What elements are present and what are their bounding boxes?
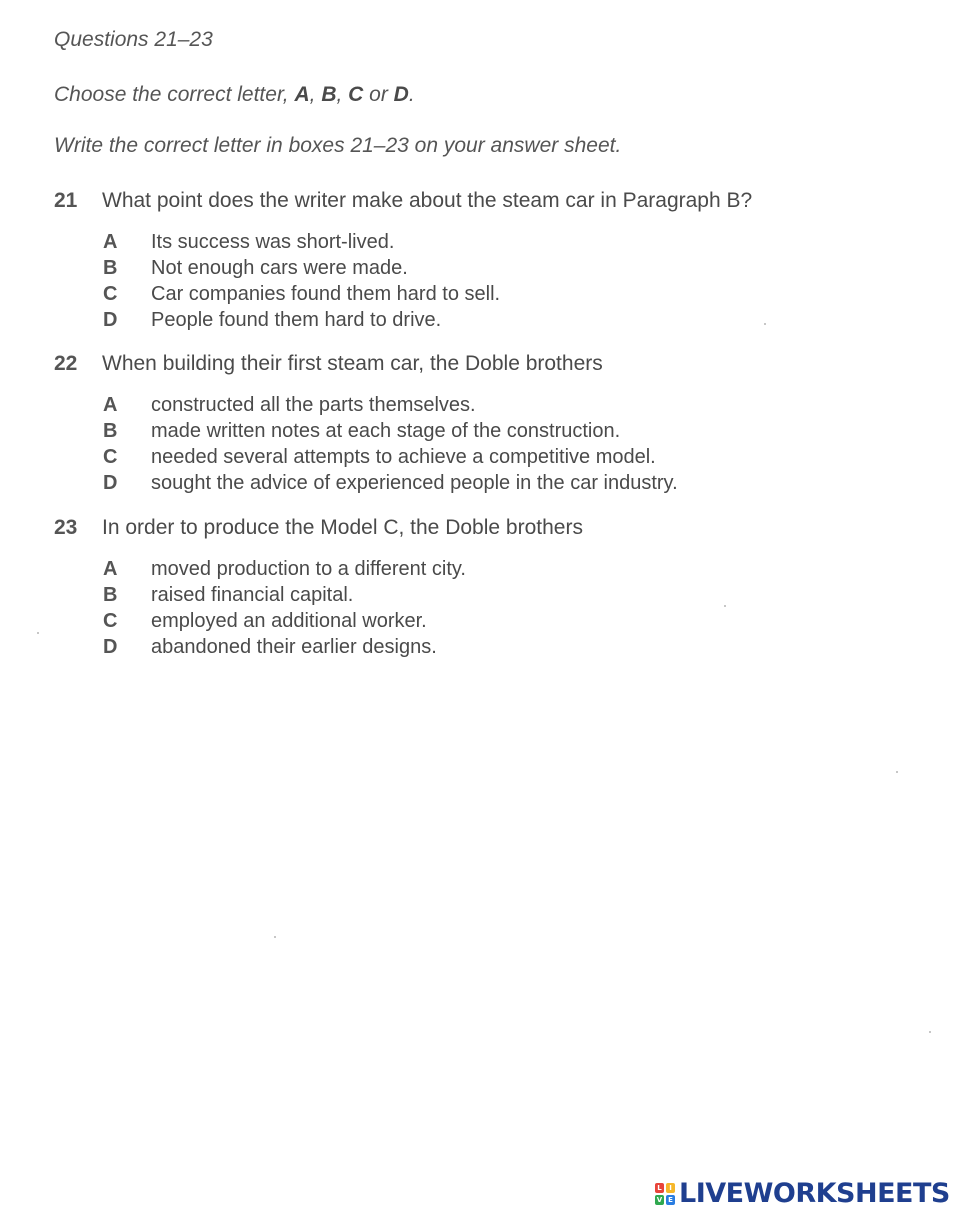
option-letter: B: [103, 584, 118, 606]
scan-speck: [929, 1031, 931, 1033]
option-letter: A: [103, 231, 118, 253]
option-a: [103, 556, 466, 582]
option-c: [103, 281, 500, 307]
option-letter: B: [103, 420, 118, 442]
option-text: Car companies found them hard to sell.: [151, 283, 501, 305]
scan-speck: [37, 632, 39, 634]
option-text: constructed all the parts themselves.: [151, 394, 476, 416]
option-d: [103, 634, 466, 660]
question-text: When building their first steam car, the Doble brothers: [102, 352, 603, 375]
section-title: Questions 21–23: [54, 28, 213, 51]
option-letter: D: [103, 472, 118, 494]
option-text: raised financial capital.: [151, 584, 354, 606]
question-number: 23: [54, 516, 78, 539]
option-text: made written notes at each stage of the construction.: [151, 420, 621, 442]
question-21-options: [103, 229, 500, 333]
option-letter: A: [103, 394, 118, 416]
question-22: [54, 352, 603, 376]
option-d: [103, 307, 500, 333]
question-text: What point does the writer make about the steam car in Paragraph B?: [102, 189, 753, 212]
question-21: [54, 189, 752, 213]
instruction-answer-sheet: Write the correct letter in boxes 21–23 on your answer sheet.: [54, 134, 622, 157]
option-a: [103, 229, 500, 255]
question-22-options: [103, 392, 678, 496]
option-letter: C: [103, 446, 118, 468]
option-letter: D: [103, 309, 118, 331]
option-text: employed an additional worker.: [151, 610, 427, 632]
option-letter: B: [103, 257, 118, 279]
logo-cell: I: [666, 1183, 675, 1193]
option-a: [103, 392, 678, 418]
option-text: needed several attempts to achieve a competitive model.: [151, 446, 656, 468]
option-b: [103, 255, 500, 281]
logo-cell: E: [666, 1195, 675, 1205]
option-c: [103, 608, 466, 634]
logo-cell: L: [655, 1183, 664, 1193]
option-text: moved production to a different city.: [151, 558, 466, 580]
option-text: abandoned their earlier designs.: [151, 636, 437, 658]
question-23-options: [103, 556, 466, 660]
liveworksheets-watermark: [655, 1180, 950, 1208]
option-text: Not enough cars were made.: [151, 257, 408, 279]
option-letter: C: [103, 610, 118, 632]
question-text: In order to produce the Model C, the Doble brothers: [102, 516, 583, 539]
liveworksheets-brand-text: LIVEWORKSHEETS: [679, 1178, 950, 1209]
option-letter: A: [103, 558, 118, 580]
option-letter: D: [103, 636, 118, 658]
scan-speck: [724, 605, 726, 607]
option-c: [103, 444, 678, 470]
option-text: sought the advice of experienced people in the car industry.: [151, 472, 678, 494]
scan-speck: [896, 771, 898, 773]
scan-speck: [764, 323, 766, 325]
option-d: [103, 470, 678, 496]
question-number: 21: [54, 189, 78, 212]
liveworksheets-logo-icon: [655, 1183, 675, 1205]
instruction-choose-letter: Choose the correct letter, A, B, C or D.: [54, 83, 415, 106]
logo-cell: V: [656, 1196, 663, 1204]
question-23: [54, 516, 583, 540]
option-letter: C: [103, 283, 118, 305]
option-b: [103, 582, 466, 608]
option-text: People found them hard to drive.: [151, 309, 442, 331]
option-b: [103, 418, 678, 444]
scan-speck: [274, 936, 276, 938]
question-number: 22: [54, 352, 78, 375]
option-text: Its success was short-lived.: [151, 231, 395, 253]
